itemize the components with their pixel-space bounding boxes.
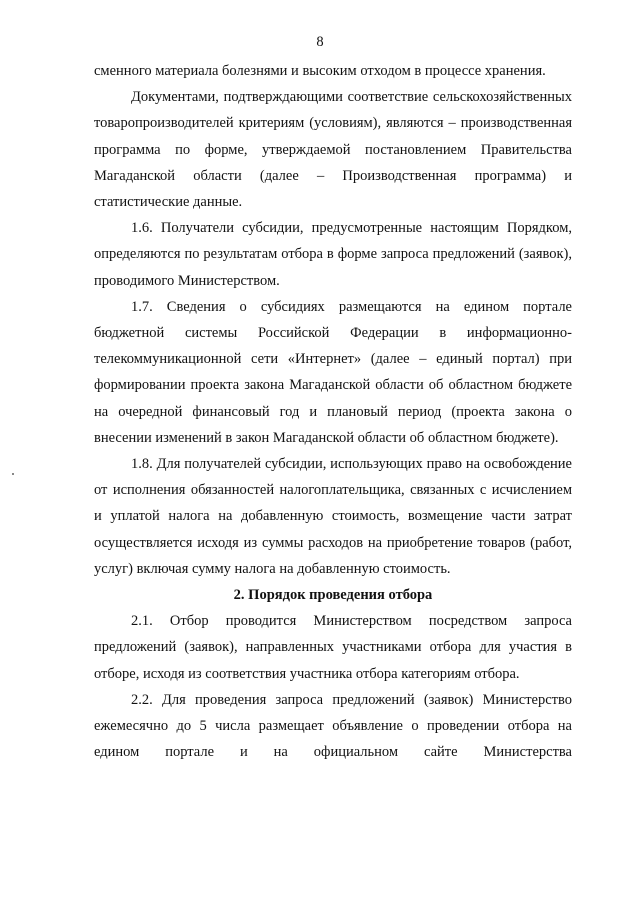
paragraph: сменного материала болезнями и высоким отходом в процессе хранения. bbox=[94, 63, 546, 79]
paragraph: Документами, подтверждающими соответствие сельскохозяйственных товаропроизводителей критериям (условиям), являются – производственная программа по форме, утверждаемой постановлением Правительства Магаданской области (далее – Производственная программа) и статистические данные. bbox=[94, 89, 572, 211]
paragraph: 1.7. Сведения о субсидиях размещаются на едином портале бюджетной системы Российской Федерации в информационно-телекоммуникационной сети «Интернет» (далее – единый портал) при формировании проекта закона Магаданской области об областном бюджете на очередной финансовый год и плановый период (проекта закона о внесении изменений в закон Магаданской области об областном бюджете). bbox=[94, 298, 572, 446]
paragraph: 1.8. Для получателей субсидии, использующих право на освобождение от исполнения обязанностей налогоплательщика, связанных с исчислением и уплатой налога на добавленную стоимость, возмещение части затрат осуществляется исходя из суммы расходов на приобретение товаров (работ, услуг) включая сумму налога на добавленную стоимость. bbox=[94, 456, 572, 577]
scan-speck bbox=[12, 473, 14, 475]
paragraph: 2.1. Отбор проводится Министерством посредством запроса предложений (заявок), направленных участниками отбора для участия в отборе, исходя из соответствия участника отбора категориям отбора. bbox=[94, 613, 572, 682]
page-number: 8 bbox=[316, 34, 324, 50]
paragraph: 2.2. Для проведения запроса предложений (заявок) Министерство ежемесячно до 5 числа размещает объявление о проведении отбора на едином портале и на официальном сайте Министерства bbox=[94, 691, 572, 761]
paragraph: 1.6. Получатели субсидии, предусмотренные настоящим Порядком, определяются по результатам отбора в форме запроса предложений (заявок), проводимого Министерством. bbox=[94, 220, 572, 289]
section-heading: 2. Порядок проведения отбора bbox=[233, 587, 433, 604]
document-body bbox=[94, 58, 572, 765]
